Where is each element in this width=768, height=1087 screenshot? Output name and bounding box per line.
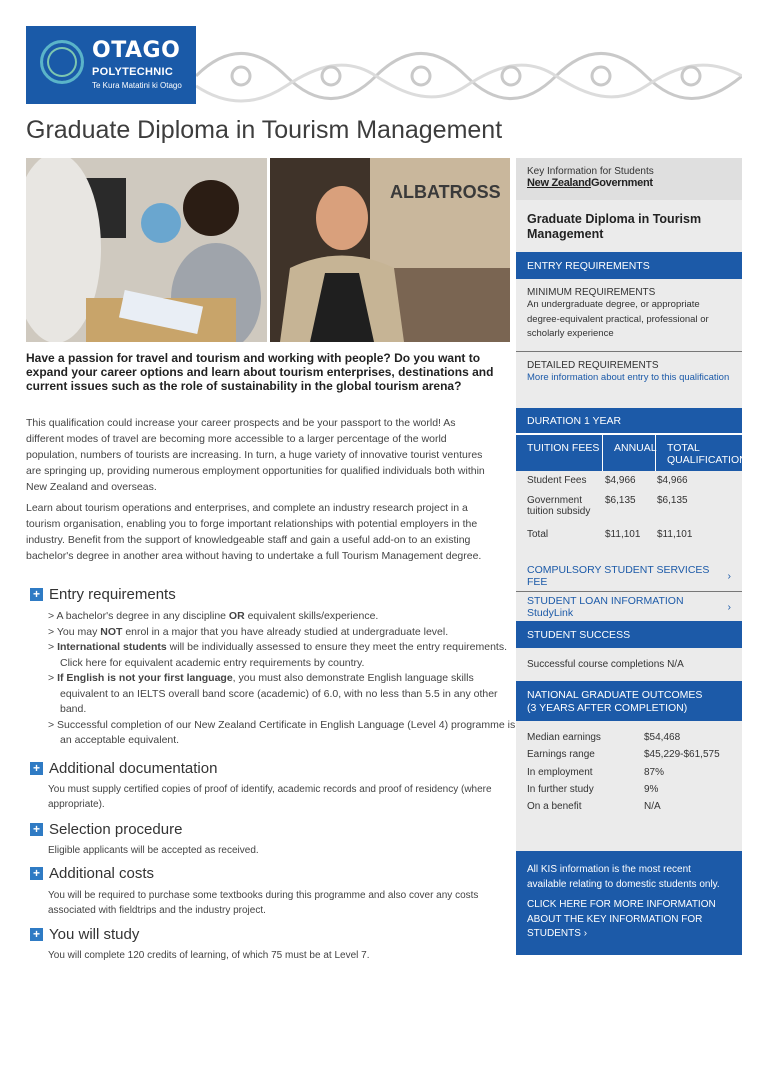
paragraph-2: Learn about tourism operations and enterprises, and complete an industry research project in a tourism organisation, enabling you to forge important relationships with potential employers in the industry. Benefit from the support of knowledgeable staff and gain a useful add-on to an existing bachelor's degree in another area without having to undertake a full Tourism Management degree. — [26, 502, 482, 562]
min-title: MINIMUM REQUIREMENTS — [527, 287, 656, 298]
expand-plus-icon[interactable]: + — [30, 867, 43, 880]
expand-plus-icon[interactable]: + — [30, 762, 43, 775]
fees-table — [516, 471, 742, 561]
section-you-will-study[interactable] — [30, 925, 139, 943]
intro-text: Have a passion for travel and tourism and working with people? Do you want to expand your career options and learn about tourism enterprises, destinations and current issues such as the role of sustainability in the global tourism arena? — [26, 351, 494, 393]
logo-title: OTAGO — [92, 38, 181, 63]
duration-bar: DURATION 1 YEAR — [516, 408, 742, 435]
section-additional-documentation[interactable] — [30, 759, 217, 777]
detailed-requirements — [516, 352, 742, 408]
list-item: > International students will be individually assessed to ensure they meet the entry requirements. Click here for equivalent academic entry requirements by country. — [48, 641, 508, 669]
expand-plus-icon[interactable]: + — [30, 588, 43, 601]
section-entry-requirements[interactable] — [30, 585, 176, 603]
outcomes-table — [516, 721, 742, 851]
paragraph-1: This qualification could increase your career prospects and be your passport to the world! As different modes of travel are becoming more accessible to a larger percentage of the world population, numbers of tourists are increasing. In turn, a huge variety of innovative tourist ventures are springing up, providing numerous employment opportunities for qualified individuals both within New Zealand and overseas. — [26, 417, 485, 493]
list-item: > You may NOT enrol in a major that you have already studied at undergraduate level. — [48, 625, 449, 638]
chevron-right-icon: › — [727, 600, 731, 613]
section-heading: Entry requirements — [49, 585, 176, 603]
fee-col-label: TUITION FEES — [516, 435, 603, 471]
table-row: Government tuition subsidy $6,135 $6,135 — [527, 495, 688, 517]
section-text: You will be required to purchase some textbooks during this programme and also cover any costs associated with fieldtrips and the industry project. — [48, 890, 479, 916]
koru-ring-icon — [40, 40, 84, 84]
section-heading: You will study — [49, 925, 140, 943]
list-item: > Successful completion of our New Zealand Certificate in English Language (Level 4) programme is an acceptable equivalent. — [48, 718, 516, 746]
success-text: Successful course completions N/A — [516, 648, 742, 681]
list-item: > If English is not your first language, you must also demonstrate English language skills equivalent to an IELTS overall band score (academic) of 6.0, with no less than 5.5 in any other band. — [48, 672, 498, 715]
fee-col-total: TOTAL QUALIFICATION — [667, 442, 747, 466]
staff-photo — [270, 158, 510, 342]
section-heading: Additional costs — [49, 864, 155, 882]
kis-footer — [516, 851, 742, 955]
table-row: In further study 9% — [527, 784, 659, 796]
detailed-requirements-link[interactable]: More information about entry to this qualification — [527, 372, 730, 383]
chevron-right-icon: › — [583, 928, 588, 939]
students-photo — [26, 158, 267, 342]
section-text: You must supply certified copies of proof of identify, academic records and proof of residency (where appropriate). — [48, 784, 492, 810]
student-success-bar: STUDENT SUCCESS — [516, 621, 742, 648]
section-heading: Selection procedure — [49, 820, 183, 838]
services-fee-link[interactable]: COMPULSORY STUDENT SERVICES FEE › — [516, 561, 742, 592]
entry-requirements-bar: ENTRY REQUIREMENTS — [516, 252, 742, 279]
kis-footer-text: All KIS information is the most recent available relating to domestic students only. — [527, 864, 720, 890]
centre-sign: ALBATROSS — [390, 182, 501, 202]
section-text: Eligible applicants will be accepted as received. — [48, 845, 259, 856]
table-row: Median earnings $54,468 — [527, 732, 681, 744]
section-additional-costs[interactable] — [30, 864, 154, 882]
table-row: In employment 87% — [527, 766, 665, 778]
minimum-requirements — [516, 279, 742, 352]
kis-programme-name: Graduate Diploma in Tourism Management — [516, 200, 742, 252]
chevron-right-icon: › — [727, 570, 731, 582]
page-title: Graduate Diploma in Tourism Management — [26, 116, 503, 144]
nz-government-logo: New ZealandGovernment — [527, 177, 653, 189]
table-row: Total $11,101 $11,101 — [527, 529, 693, 540]
tuition-fees-header — [516, 435, 747, 471]
logo-subtitle: POLYTECHNIC — [92, 66, 174, 78]
entry-requirements-list — [48, 609, 518, 749]
kis-label: Key Information for Students — [527, 166, 654, 177]
kis-header — [516, 158, 742, 200]
otago-polytechnic-logo — [26, 26, 196, 104]
table-row: Earnings range $45,229-$61,575 — [527, 749, 720, 761]
section-heading: Additional documentation — [49, 759, 218, 777]
key-information-panel — [516, 158, 747, 955]
graduate-outcomes-bar: NATIONAL GRADUATE OUTCOMES (3 YEARS AFTER COMPLETION) — [516, 681, 742, 721]
section-text: You will complete 120 credits of learning, of which 75 must be at Level 7. — [48, 950, 370, 961]
section-selection-procedure[interactable] — [30, 820, 182, 838]
min-text: An undergraduate degree, or appropriate degree-equivalent practical, professional or scholarly experience — [527, 299, 709, 339]
table-row: Student Fees $4,966 $4,966 — [527, 475, 688, 486]
kis-more-info-link[interactable]: CLICK HERE FOR MORE INFORMATION ABOUT THE KEY INFORMATION FOR STUDENTS › — [527, 899, 716, 939]
list-item: > A bachelor's degree in any discipline OR equivalent skills/experience. — [48, 610, 379, 622]
table-row: On a benefit N/A — [527, 801, 661, 813]
expand-plus-icon[interactable]: + — [30, 823, 43, 836]
logo-maori-name: Te Kura Matatini ki Otago — [92, 81, 182, 90]
decorative-pattern — [196, 46, 742, 106]
expand-plus-icon[interactable]: + — [30, 928, 43, 941]
student-loan-link[interactable]: STUDENT LOAN INFORMATION StudyLink › — [516, 592, 742, 621]
fee-col-annual: ANNUAL — [603, 435, 656, 471]
detailed-title: DETAILED REQUIREMENTS — [527, 360, 659, 371]
